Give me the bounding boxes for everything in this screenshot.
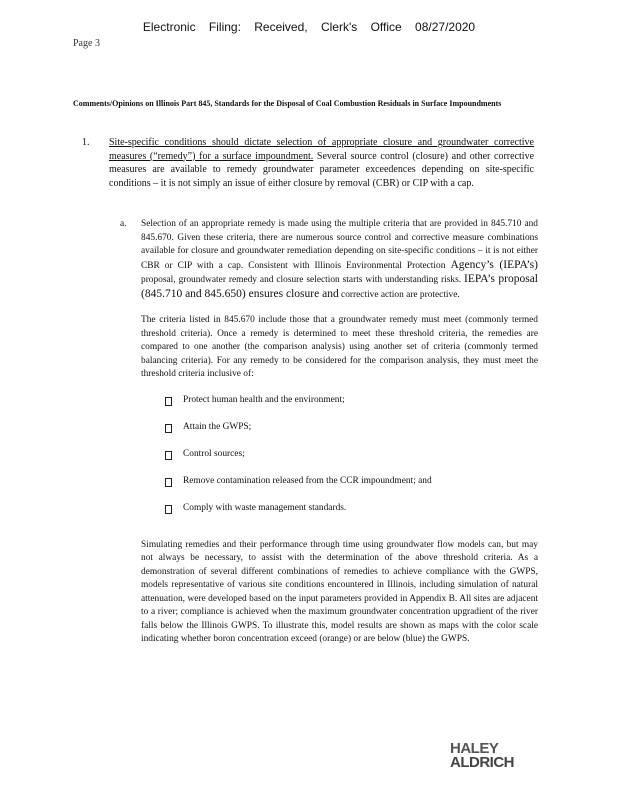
list-item-text: Protect human health and the environment; xyxy=(183,394,345,405)
list-item-text: Attain the GWPS; xyxy=(183,421,252,432)
company-logo xyxy=(450,742,514,770)
list-item xyxy=(141,421,538,448)
sub-item-letter: a. xyxy=(120,219,127,229)
text-run-large: IEPA’s proposal (845.710 and 845.650) ensures closure and xyxy=(141,273,538,300)
filing-stamp: Electronic Filing: Received, Clerk's Office 08/27/2020 xyxy=(142,20,476,34)
sub-item-body xyxy=(141,218,538,647)
bullet-box-icon xyxy=(165,505,172,514)
item-text xyxy=(109,136,534,190)
list-item-text: Remove contamination released from the CCR impoundment; and xyxy=(183,475,432,486)
text-run-large: Agency’s (IEPA’s) xyxy=(450,258,538,271)
logo-line-2: ALDRICH xyxy=(450,754,514,771)
item-text-rest: Several source control (closure) and other corrective measures are available to remedy groundwater parameter exceedences depending on site-specific conditions – it is not simply an issue of either closure by removal (CBR) or CIP with a cap. xyxy=(109,150,535,189)
logo-line-1: HALEY xyxy=(450,740,499,757)
page-number: Page 3 xyxy=(73,38,100,49)
list-item-text: Control sources; xyxy=(183,448,245,459)
bullet-box-icon xyxy=(165,424,172,433)
paragraph-simulating-remedies: Simulating remedies and their performance through time using groundwater flow models can, but may not always be necessary, to assist with the determination of the above threshold criteria. As a demonstration of several different combinations of remedies to achieve compliance with the GWPS, models representative of various site conditions encountered in Illinois, including simulation of natural attenuation, were developed based on the input parameters provided in Appendix B. All sites are adjacent to a river; compliance is achieved when the maximum groundwater concentration upgradient of the river falls below the Illinois GWPS. To illustrate this, model results are shown as maps with the color scale indicating whether boron concentration exceed (orange) or are below (blue) the GWPS. xyxy=(141,539,538,644)
text-run: proposal, groundwater remedy and closure selection starts with understanding risks. xyxy=(141,275,465,285)
list-item xyxy=(141,448,538,475)
list-item xyxy=(141,475,538,502)
item-number: 1. xyxy=(82,137,90,148)
numbered-item-1 xyxy=(82,136,534,190)
paragraph-threshold-criteria: The criteria listed in 845.670 include those that a groundwater remedy must meet (commonly termed threshold criteria). Once a remedy is determined to meet these threshold criteria, the remedies are compared to one another (the comparison analysis) using another set of criteria (commonly termed balancing criteria). For any remedy to be considered for the comparison analysis, they must meet the threshold criteria inclusive of: xyxy=(141,315,538,379)
bullet-box-icon xyxy=(165,397,172,406)
bullet-box-icon xyxy=(165,451,172,460)
paragraph-remedy-selection xyxy=(141,218,538,302)
document-title: Comments/Opinions on Illinois Part 845, Standards for the Disposal of Coal Combustion Residuals in Surface Impoundments xyxy=(73,99,502,108)
list-item xyxy=(141,502,538,529)
criteria-list xyxy=(141,394,538,529)
list-item xyxy=(141,394,538,421)
bullet-box-icon xyxy=(165,478,172,487)
item-heading-underlined: Site-specific conditions should dictate selection of appropriate closure and groundwater corrective measures (“remedy”) for a surface impoundment. xyxy=(109,137,534,162)
list-item-text: Comply with waste management standards. xyxy=(183,502,347,513)
text-run: corrective action are protective. xyxy=(338,289,460,300)
sub-item-a xyxy=(120,218,538,659)
text-run: Selection of an appropriate remedy is made using the multiple criteria that are provided in 845.710 and 845.670. Given these criteria, there are numerous source control and corrective measure combinations available for closure and groundwater remediation depending on site-specific conditions – it is not either CBR or CIP with a cap. Consistent with Illinois Environmental Protection xyxy=(141,219,538,271)
